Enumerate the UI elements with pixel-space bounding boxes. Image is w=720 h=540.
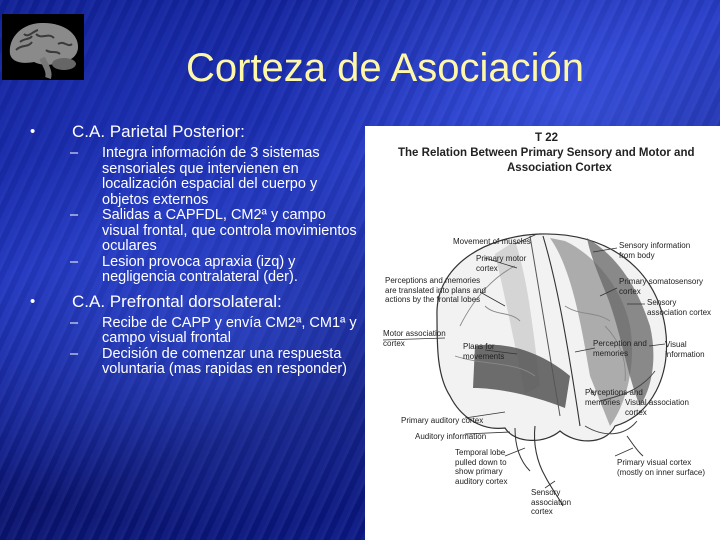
bullet-glyph: • [30, 123, 36, 140]
dash-glyph: – [70, 314, 79, 331]
label-visual-info: Visual information [665, 340, 705, 359]
label-movement: Movement of muscles [453, 237, 531, 246]
label-primary-somato: Primary somatosensory cortex [619, 277, 704, 296]
sub-bullet [28, 146, 358, 208]
label-motor-assoc: Motor association cortex [383, 329, 446, 348]
label-auditory-info: Auditory information [415, 432, 487, 441]
label-sensory-info: Sensory information from body [619, 241, 691, 260]
label-primary-auditory: Primary auditory cortex [401, 416, 484, 425]
slide-title: Corteza de Asociación [185, 46, 584, 90]
bullet-parietal [28, 122, 358, 142]
sub-bullet [28, 208, 358, 255]
bullet-label: C.A. Prefrontal dorsolateral: [72, 291, 282, 311]
dash-glyph: – [70, 145, 79, 161]
bullet-prefrontal [28, 292, 358, 312]
label-visual-assoc: Visual association cortex [625, 398, 689, 417]
sub-bullet [28, 347, 358, 378]
dash-glyph: – [70, 207, 79, 223]
sub-bullet-text: Lesion provoca apraxia (izq) y negligencia contralateral (der). [102, 253, 298, 285]
bullet-label: C.A. Parietal Posterior: [72, 122, 245, 141]
label-plans: Plans for movements [463, 342, 505, 361]
figure-title-line1: The Relation Between Primary Sensory and Motor and [398, 147, 695, 159]
slide-body [28, 122, 358, 378]
sub-bullet [28, 316, 358, 347]
figure-number: T 22 [535, 132, 559, 144]
label-primary-visual: Primary visual cortex (mostly on inner surface) [617, 458, 706, 477]
dash-glyph: – [70, 253, 79, 270]
label-primary-motor: Primary motor cortex [476, 254, 527, 273]
label-perceptions: Perceptions and memories are translated into plans and actions by the frontal lobes [385, 276, 486, 304]
label-perceptions-memories: Perceptions and memories [585, 388, 643, 407]
label-sensory-assoc-bottom: Sensory association cortex [531, 488, 572, 516]
sub-bullet-text: Salidas a CAPFDL, CM2ª y campo visual frontal, que controla movimientos oculares [102, 207, 357, 254]
dash-glyph: – [70, 345, 79, 362]
sub-bullet-text: Decisión de comenzar una respuesta voluntaria (mas rapidas en responder) [102, 345, 348, 377]
bullet-glyph: • [30, 292, 36, 310]
label-temporal: Temporal lobe pulled down to show primary auditory cortex [455, 448, 508, 486]
sub-bullet-text: Recibe de CAPP y envía CM2ª, CM1ª y campo visual frontal [102, 314, 357, 346]
label-perception-mem: Perception and memories [593, 339, 647, 358]
sub-bullet [28, 255, 358, 286]
label-sensory-assoc: Sensory association cortex [647, 298, 712, 317]
sub-bullet-text: Integra información de 3 sistemas sensoriales que intervienen en localización espacial del cuerpo y objetos externos [102, 145, 320, 208]
brain-thumbnail-image [2, 14, 84, 80]
cortex-diagram [365, 126, 720, 540]
figure-title-line2: Association Cortex [507, 162, 612, 174]
